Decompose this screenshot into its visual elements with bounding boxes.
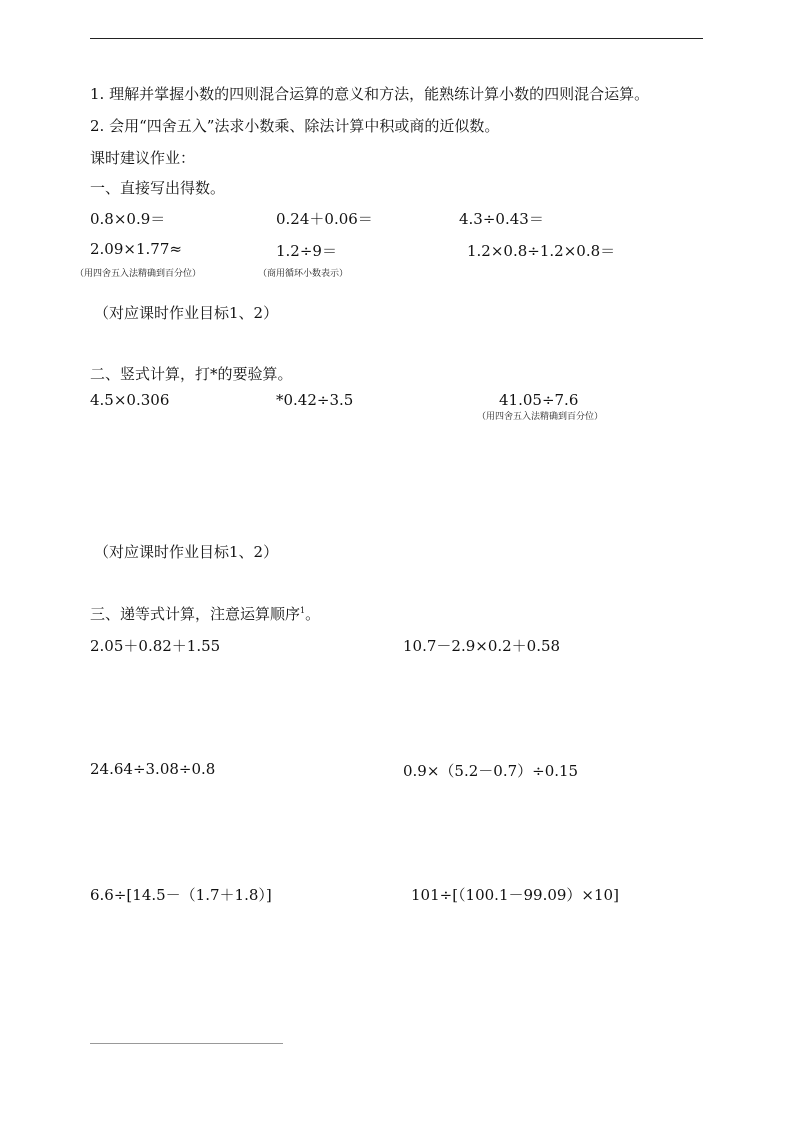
objective-2: 2. 会用“四舍五入”法求小数乘、除法计算中积或商的近似数。 <box>90 117 500 135</box>
s3-problem-5: 6.6÷[14.5－（1.7＋1.8）] <box>90 886 272 904</box>
s3-problem-2: 10.7－2.9×0.2＋0.58 <box>403 637 561 655</box>
s1-problem-6: 1.2×0.8÷1.2×0.8＝ <box>467 242 616 260</box>
objective-1: 1. 理解并掌握小数的四则混合运算的意义和方法，能熟练计算小数的四则混合运算。 <box>90 85 650 103</box>
homework-title: 课时建议作业： <box>90 149 196 167</box>
s3-problem-3: 24.64÷3.08÷0.8 <box>90 760 216 778</box>
s3-problem-4: 0.9×（5.2－0.7）÷0.15 <box>403 762 579 780</box>
s3-problem-6: 101÷[（100.1－99.09）×10] <box>411 886 619 904</box>
s1-note-rounding: （用四舍五入法精确到百分位） <box>75 269 202 279</box>
s1-problem-5: 1.2÷9＝ <box>276 242 337 260</box>
s1-problem-1: 0.8×0.9＝ <box>90 210 166 228</box>
footnote-mark: 1 <box>300 606 306 615</box>
s1-problem-2: 0.24＋0.06＝ <box>276 210 373 228</box>
section2-title: 二、竖式计算，打*的要验算。 <box>90 365 293 383</box>
footnote-rule <box>90 1043 283 1044</box>
s2-problem-3: 41.05÷7.6 <box>499 391 579 409</box>
s1-problem-4: 2.09×1.77≈ <box>90 240 182 258</box>
s1-note-repeating: （商用循环小数表示） <box>258 269 349 279</box>
header-rule <box>90 38 703 39</box>
section3-title: 三、递等式计算，注意运算顺序$^1$。 <box>90 605 321 623</box>
s2-problem-2: *0.42÷3.5 <box>276 391 354 409</box>
s3-problem-1: 2.05＋0.82＋1.55 <box>90 637 221 655</box>
section1-title: 一、直接写出得数。 <box>90 179 226 197</box>
s1-problem-3: 4.3÷0.43＝ <box>459 210 544 228</box>
s2-note-rounding: （用四舍五入法精确到百分位） <box>477 412 604 422</box>
s2-problem-1: 4.5×0.306 <box>90 391 170 409</box>
s2-target: （对应课时作业目标1、2） <box>94 543 279 561</box>
s1-target: （对应课时作业目标1、2） <box>94 304 279 322</box>
